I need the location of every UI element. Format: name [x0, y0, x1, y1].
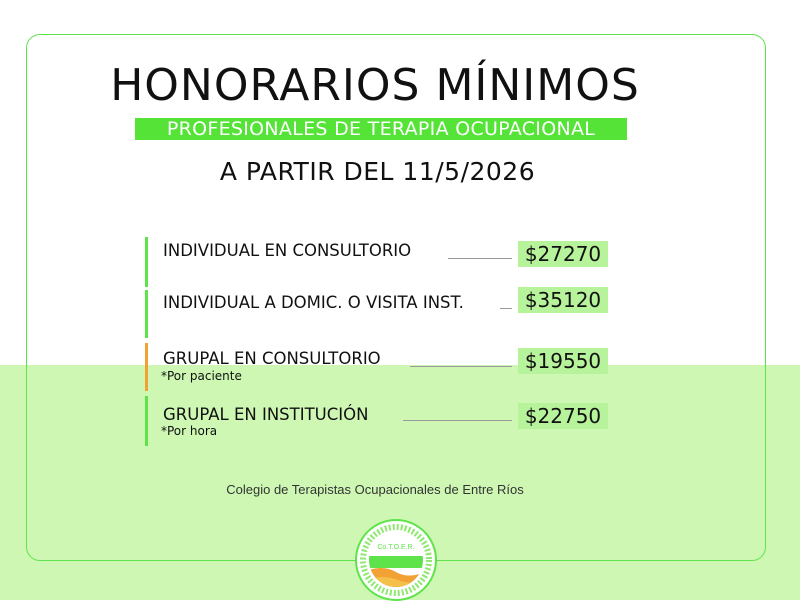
fee-row-grupal-institucion — [145, 396, 625, 446]
fee-label: INDIVIDUAL EN CONSULTORIO — [163, 241, 412, 260]
fee-note: *Por paciente — [161, 369, 242, 383]
cotoer-logo — [354, 518, 438, 602]
fee-row-individual-consultorio — [145, 237, 625, 287]
logo-text: Co.T.O.E.R. — [377, 544, 415, 551]
organization-name: Colegio de Terapistas Ocupacionales de Entre Ríos — [226, 482, 524, 497]
page-title: HONORARIOS MÍNIMOS — [110, 60, 640, 111]
fee-label: INDIVIDUAL A DOMIC. O VISITA INST. — [163, 293, 464, 312]
fee-label: GRUPAL EN CONSULTORIO — [163, 349, 381, 368]
fee-price: $19550 — [518, 348, 608, 374]
fee-price: $35120 — [518, 287, 608, 313]
fee-price: $27270 — [518, 241, 608, 267]
fee-note: *Por hora — [161, 424, 218, 438]
leader-line — [448, 258, 512, 259]
row-accent-bar — [145, 237, 148, 287]
fee-row-grupal-consultorio — [145, 343, 625, 391]
leader-line — [403, 420, 512, 421]
page-subtitle: PROFESIONALES DE TERAPIA OCUPACIONAL — [135, 118, 627, 140]
row-accent-bar — [145, 396, 148, 446]
fee-label: GRUPAL EN INSTITUCIÓN — [163, 405, 369, 424]
fee-price: $22750 — [518, 403, 608, 429]
row-accent-bar — [145, 343, 148, 391]
fee-row-individual-domicilio — [145, 290, 625, 338]
row-accent-bar — [145, 290, 148, 338]
effective-date: A PARTIR DEL 11/5/2026 — [219, 157, 536, 186]
leader-line — [500, 308, 512, 309]
leader-line — [410, 366, 512, 367]
